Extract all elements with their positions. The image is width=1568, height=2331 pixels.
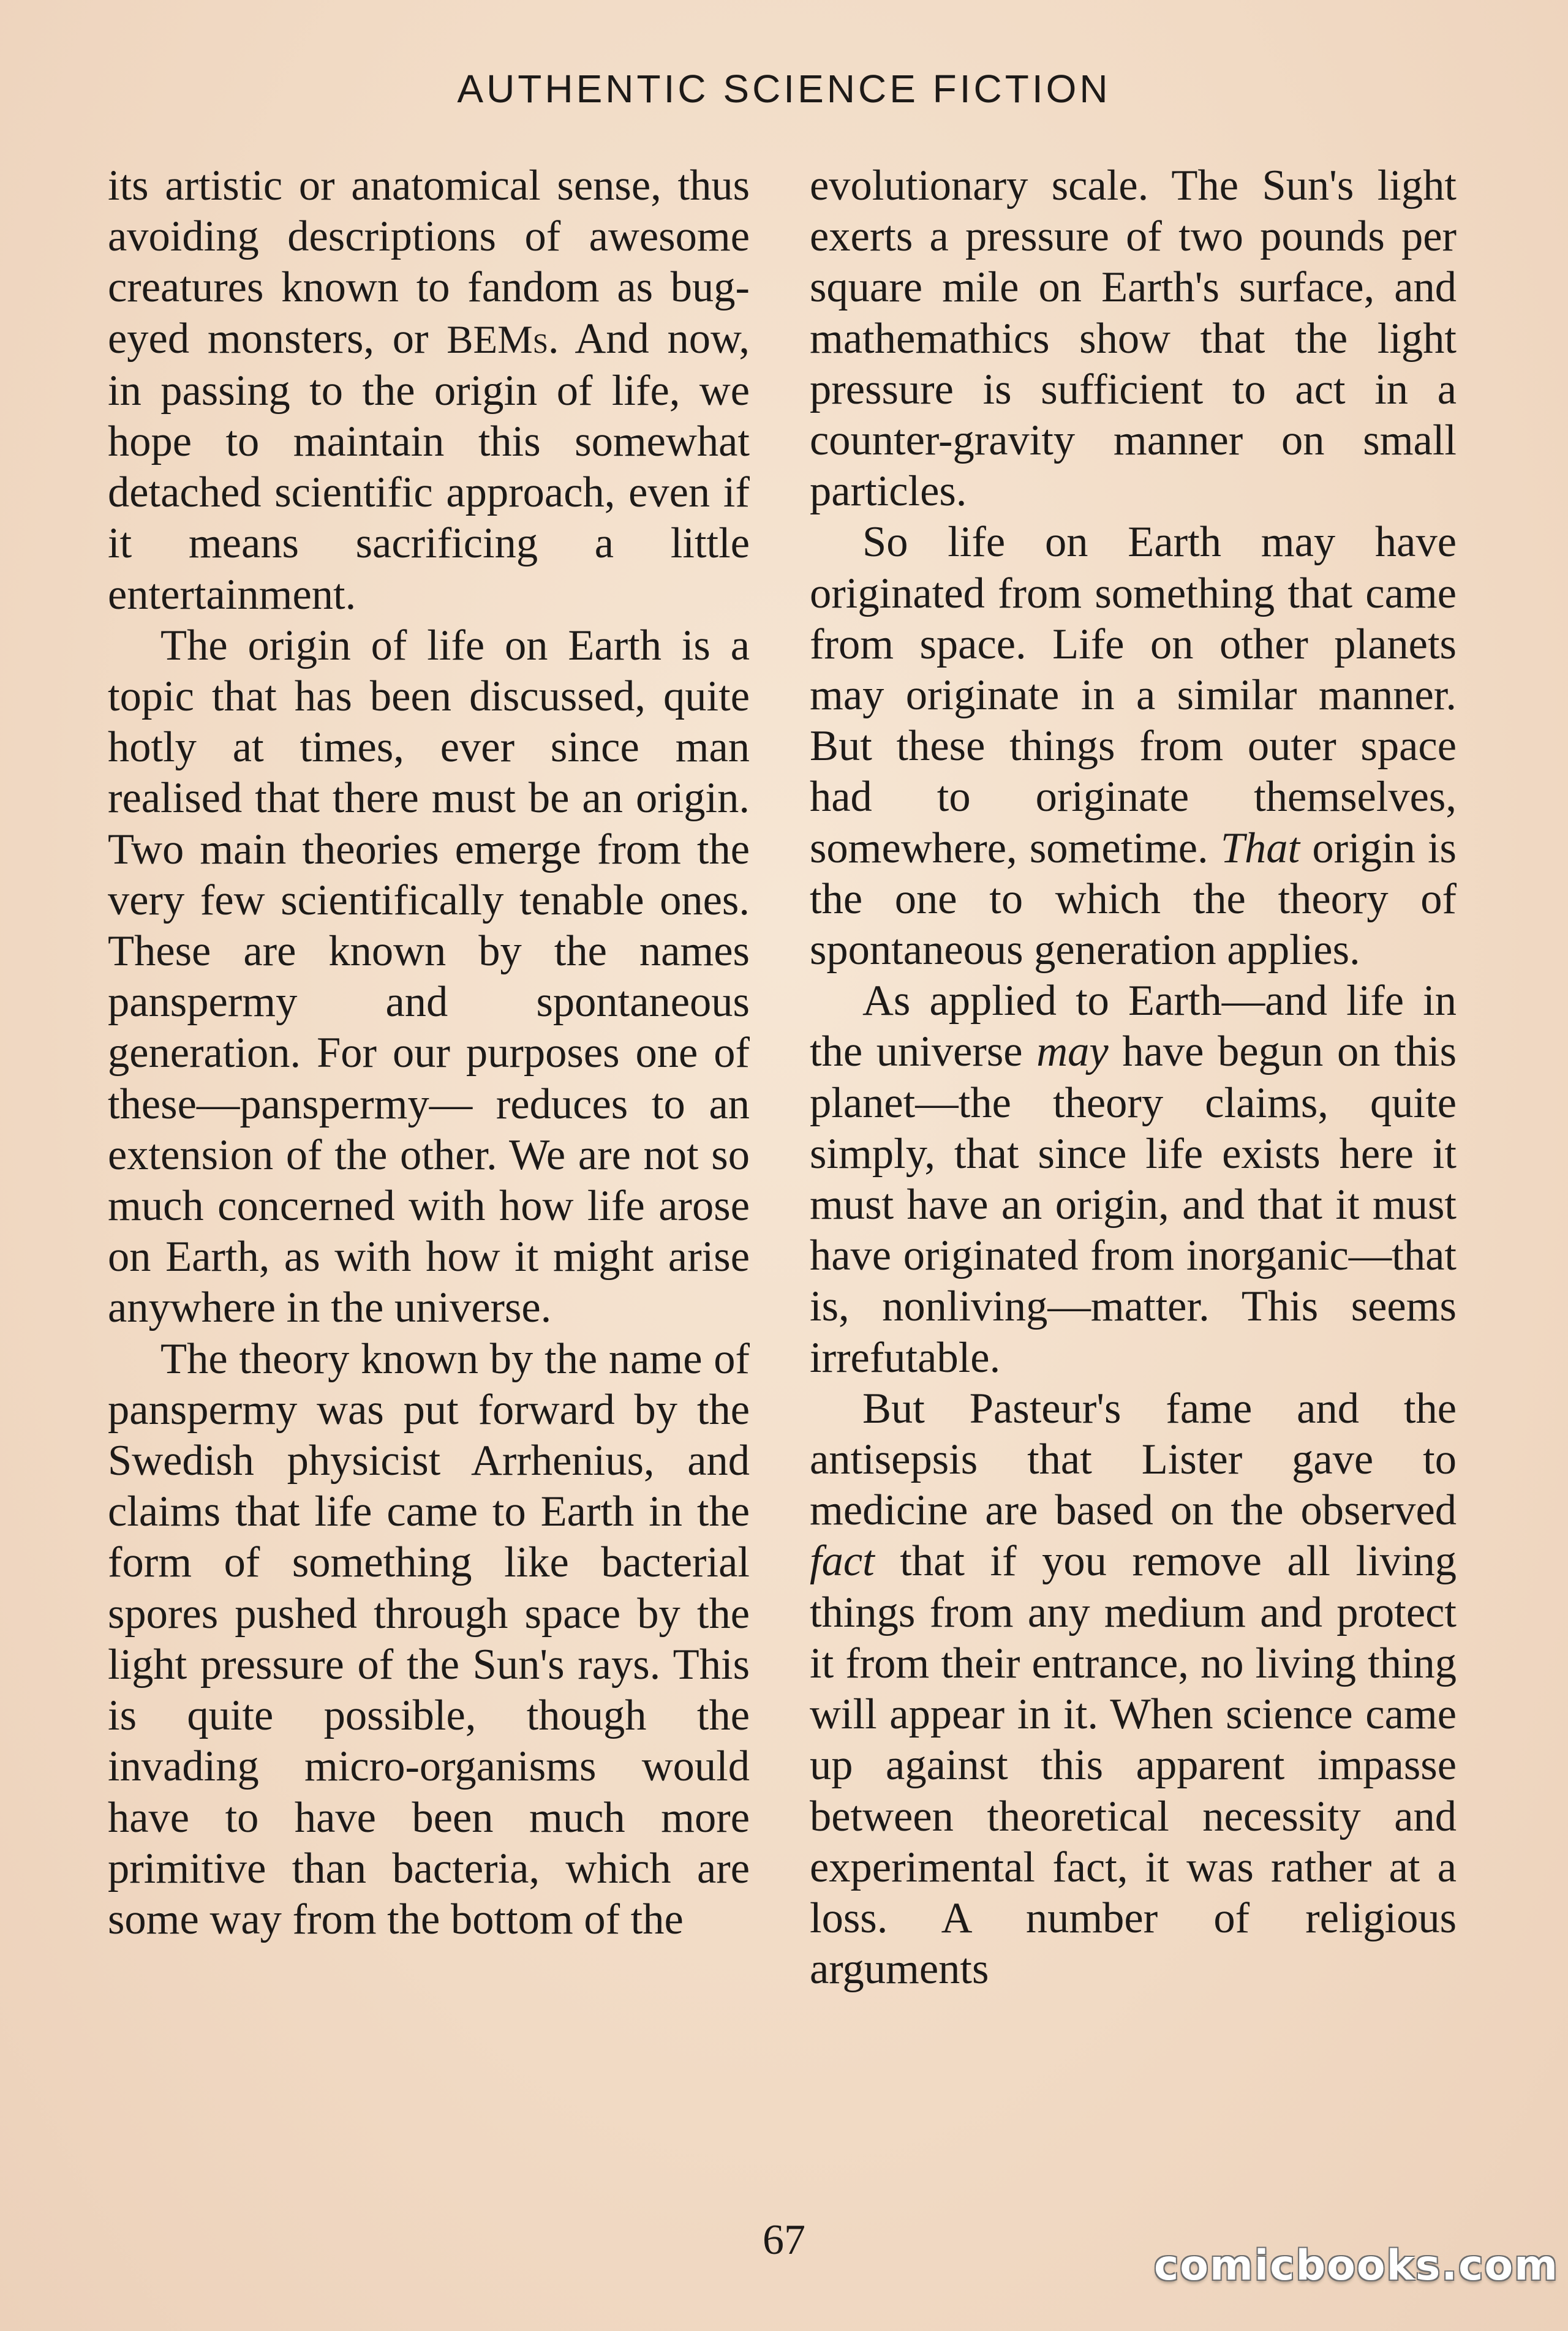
paragraph: But Pasteur's fame and the antisepsis that Lister gave to medicine are based on the observed fact that if you remove all living things from any medium and protect it from their entrance, no living thing will appear in it. When science came up against this apparent impasse between theoretical necessity and experimental fact, it was rather at a loss. A number of religious arguments bbox=[810, 1384, 1457, 1994]
page-number: 67 bbox=[763, 2216, 805, 2264]
emphasis: may bbox=[1036, 1028, 1109, 1076]
paragraph: evolutionary scale. The Sun's light exerts a pressure of two pounds per square mile on Earth's surface, and mathemathics show that the light pressure is sufficient to act in a counter-gravity manner on small particles. bbox=[810, 162, 1457, 516]
running-header: AUTHENTIC SCIENCE FICTION bbox=[457, 67, 1111, 111]
left-column bbox=[108, 160, 750, 1945]
abbreviation: BEMs bbox=[447, 317, 548, 362]
watermark: comicbooks.com bbox=[1154, 2242, 1559, 2290]
paragraph: So life on Earth may have originated from something that came from space. Life on other planets may originate in a similar manner. But these things from outer space had to originate themselves, somewhere, sometime. That origin is the one to which the theory of spontaneous generation applies. bbox=[810, 518, 1457, 974]
emphasis: That bbox=[1220, 824, 1300, 872]
right-column bbox=[810, 160, 1457, 1995]
paragraph: The origin of life on Earth is a topic that has been discussed, quite hotly at times, ever since man realised that there must be an origin. Two main theories emerge from the very few scientifically tenable ones. These are known by the names panspermy and spontaneous generation. For our purposes one of these—panspermy— reduces to an extension of the other. We are not so much concerned with how life arose on Earth, as with how it might arise anywhere in the universe. bbox=[108, 621, 750, 1332]
paragraph: its artistic or anatomical sense, thus avoiding descriptions of awesome creatures known to fandom as bug-eyed monsters, or BEMs. And now, in passing to the origin of life, we hope to maintain this somewhat detached scientific approach, even if it means sacrificing a little entertainment. bbox=[108, 162, 750, 619]
paragraph: The theory known by the name of panspermy was put forward by the Swedish physicist Arrhenius, and claims that life came to Earth in the form of something like bacterial spores pushed through space by the light pressure of the Sun's rays. This is quite possible, though the invading micro-organisms would have to have been much more primitive than bacteria, which are some way from the bottom of the bbox=[108, 1335, 750, 1943]
emphasis: fact bbox=[810, 1537, 875, 1586]
paragraph: As applied to Earth—and life in the universe may have begun on this planet—the theory claims, quite simply, that since life exists here it must have an origin, and that it must have originated from inorganic—that is, nonliving—matter. This seems irrefutable. bbox=[810, 977, 1457, 1382]
